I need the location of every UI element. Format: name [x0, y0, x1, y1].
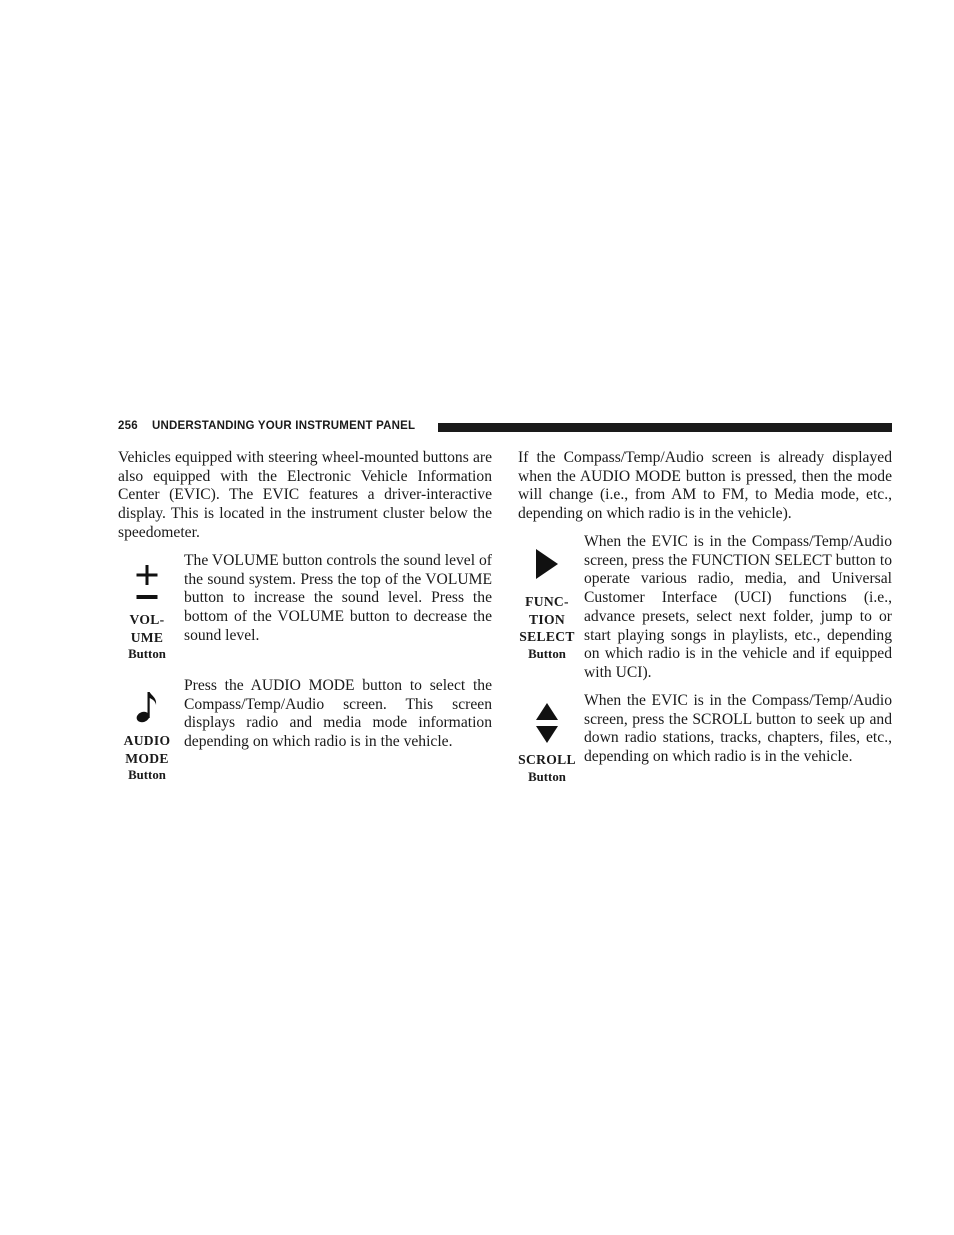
function-select-label-3: SELECT	[519, 629, 575, 644]
up-down-arrows-icon	[535, 703, 559, 743]
scroll-label-1: SCROLL	[518, 752, 576, 767]
volume-label-1: VOL-	[129, 612, 165, 627]
left-intro	[118, 449, 492, 543]
scroll-label-button: Button	[528, 769, 566, 784]
audio-mode-label-1: AUDIO	[123, 733, 171, 748]
plus-minus-icon	[135, 565, 159, 603]
play-arrow-icon	[534, 549, 560, 579]
music-note-icon	[135, 690, 159, 724]
right-intro-paragraph: If the Compass/Temp/Audio screen is already displayed when the AUDIO MODE button is pressed, then the mode will change (i.e., from AM to FM, to Media mode, etc., depending on which radio is in the vehicle).	[518, 449, 892, 523]
volume-label-button: Button	[128, 647, 166, 661]
header-rule	[438, 423, 892, 432]
volume-label-2: UME	[130, 629, 164, 645]
left-intro-paragraph: Vehicles equipped with steering wheel-mounted buttons are also equipped with the Electronic Vehicle Information Center (EVIC). The EVIC features a driver-interactive display. This is located in the instrument cluster below the speedometer.	[118, 449, 492, 541]
right-intro	[518, 449, 892, 524]
audio-mode-label-button: Button	[128, 768, 166, 782]
section-title: UNDERSTANDING YOUR INSTRUMENT PANEL	[152, 420, 416, 432]
function-select-label-2: TION	[529, 611, 565, 627]
scroll-description	[584, 692, 892, 767]
function-select-paragraph: When the EVIC is in the Compass/Temp/Audio screen, press the FUNCTION SELECT button to operate various radio, media, and Universal Customer Interface (UCI) functions (i.e., advance presets, select next folder, jump to or start playing songs in playlists, etc., depending on which radio is in the vehicle and if equipped with UCI).	[584, 533, 892, 681]
audio-mode-description	[184, 677, 492, 752]
volume-button-figure	[118, 565, 176, 663]
function-select-label-button: Button	[528, 646, 566, 661]
scroll-button-figure	[518, 703, 576, 786]
function-select-button-figure	[518, 549, 576, 663]
function-select-label-1: FUNC-	[525, 594, 569, 609]
audio-mode-label-2: MODE	[125, 750, 169, 766]
volume-paragraph: The VOLUME button controls the sound level of the sound system. Press the top of the VOLUME button to increase the sound level. Press the bottom of the VOLUME button to decrease the sound level.	[184, 552, 492, 644]
audio-mode-paragraph: Press the AUDIO MODE button to select the Compass/Temp/Audio screen. This screen displays radio and media mode information depending on which radio is in the vehicle.	[184, 677, 492, 751]
volume-description	[184, 552, 492, 646]
page-header	[118, 419, 892, 435]
page-number: 256	[118, 420, 138, 432]
scroll-paragraph: When the EVIC is in the Compass/Temp/Audio screen, press the SCROLL button to seek up and down radio stations, tracks, chapters, files, etc., depending on which radio is in the vehicle.	[584, 692, 892, 766]
function-select-description	[584, 533, 892, 683]
audio-mode-button-figure	[118, 690, 176, 784]
